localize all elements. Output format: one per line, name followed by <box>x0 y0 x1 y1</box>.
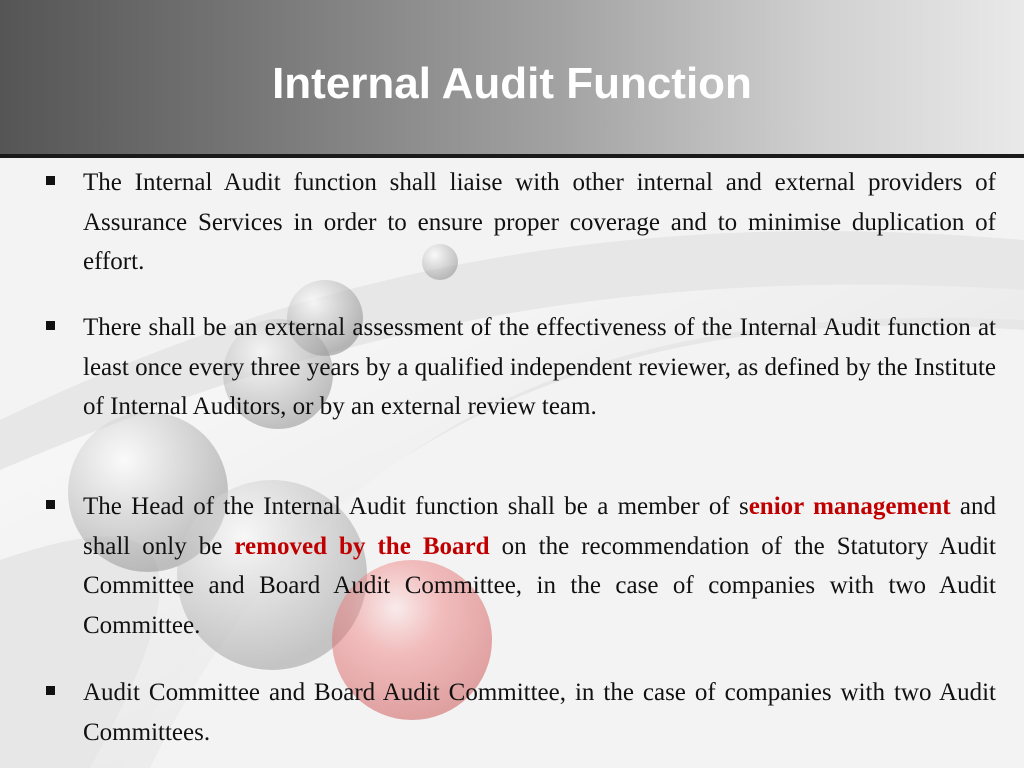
bullet-item-3 <box>83 487 996 645</box>
bullet-text: Audit Committee and Board Audit Committee, in the case of companies with two Audit Committees. <box>83 679 996 746</box>
bullet-text-part: on the recommendation of the Statutory Audit Committee and Board Audit Committee, in the case of companies with two Audit Committee. <box>83 532 996 639</box>
bullet-text-part: and shall only be <box>83 493 997 560</box>
square-bullet-icon <box>46 500 55 509</box>
bullet-item-1 <box>83 163 996 282</box>
bullet-text: The Internal Audit function shall liaise with other internal and external providers of Assurance Services in order to ensure proper coverage and to minimise duplication of effort. <box>83 169 996 275</box>
square-bullet-icon <box>46 321 55 330</box>
bullet-item-2 <box>83 308 996 427</box>
slide-title: Internal Audit Function <box>272 59 752 108</box>
square-bullet-icon <box>46 686 55 695</box>
bullet-item-4 <box>83 673 996 752</box>
highlight-removed-by-board: removed by the Board <box>234 532 490 560</box>
bullet-text: There shall be an external assessment of the effectiveness of the Internal Audit function at least once every three years by a qualified independent reviewer, as defined by the Institute of Internal Auditors, or by an external review team. <box>83 314 996 420</box>
highlight-senior-management: enior management <box>748 493 951 520</box>
bullet-text-part: The Head of the Internal Audit function shall be a member of s <box>83 493 749 520</box>
square-bullet-icon <box>46 176 55 185</box>
